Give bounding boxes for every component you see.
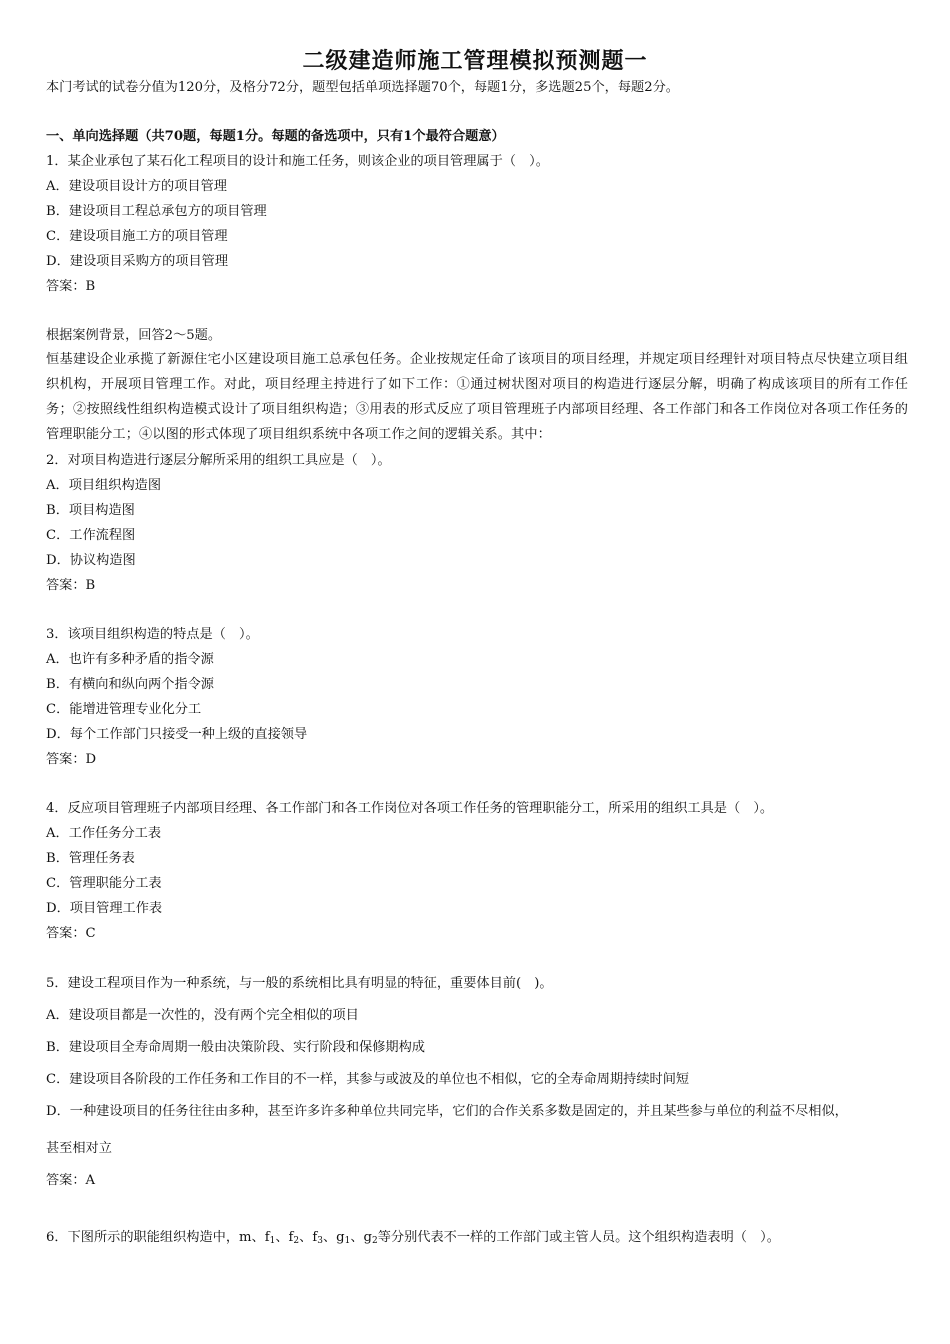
q6-sep: 、f xyxy=(275,1230,294,1245)
q1-option-a: A．建设项目设计方的项目管理 xyxy=(46,179,227,194)
q3-option-b: B．有横向和纵向两个指令源 xyxy=(46,677,214,692)
q5-answer: 答案：A xyxy=(46,1173,96,1188)
q6-stem xyxy=(46,1229,910,1250)
q4-answer: 答案：C xyxy=(46,926,96,941)
q6-sub-g2: 2 xyxy=(371,1236,378,1246)
q2-option-a: A．项目组织构造图 xyxy=(46,478,162,493)
q4-option-a: A．工作任务分工表 xyxy=(46,826,162,841)
case-lead: 根据案例背景，回答2～5题。 xyxy=(46,328,222,343)
q5-option-d: D．一种建设项目的任务往往由多种，甚至许多许多种单位共同完毕，它们的合作关系多数是固定的，并且某些参与单位的利益不尽相似， xyxy=(46,1104,848,1119)
q6-sep: 、g xyxy=(350,1230,372,1245)
q5-option-b: B．建设项目全寿命周期一般由决策阶段、实行阶段和保修期构成 xyxy=(46,1040,425,1055)
section-heading: 一、单向选择题（共70题，每题1分。每题的备选项中，只有1个最符合题意） xyxy=(46,129,505,144)
q3-option-d: D．每个工作部门只接受一种上级的直接领导 xyxy=(46,727,308,742)
q3-option-a: A．也许有多种矛盾的指令源 xyxy=(46,652,214,667)
q3-option-c: C．能增进管理专业化分工 xyxy=(46,702,202,717)
q5-option-d-continued: 甚至相对立 xyxy=(46,1141,112,1156)
q4-option-d: D．项目管理工作表 xyxy=(46,901,163,916)
q6-sub-g1: 1 xyxy=(344,1236,351,1246)
q4-option-c: C．管理职能分工表 xyxy=(46,876,162,891)
page-title: 二级建造师施工管理模拟预测题一 xyxy=(302,48,648,74)
q2-option-d: D．协议构造图 xyxy=(46,553,136,568)
q2-option-c: C．工作流程图 xyxy=(46,528,136,543)
q6-stem-end: 等分别代表不一样的工作部门或主管人员。这个组织构造表明（ ）。 xyxy=(377,1230,780,1245)
q6-sub-f3: 3 xyxy=(317,1236,323,1246)
q2-answer: 答案：B xyxy=(46,578,96,593)
q1-option-d: D．建设项目采购方的项目管理 xyxy=(46,254,229,269)
q2-option-b: B．项目构造图 xyxy=(46,503,135,518)
q3-answer: 答案：D xyxy=(46,752,97,767)
q6-sep: 、f xyxy=(299,1230,318,1245)
q1-option-c: C．建设项目施工方的项目管理 xyxy=(46,229,228,244)
q3-stem: 3．该项目组织构造的特点是（ ）。 xyxy=(46,627,259,642)
q5-option-a: A．建设项目都是一次性的，没有两个完全相似的项目 xyxy=(46,1008,359,1023)
q4-stem: 4．反应项目管理班子内部项目经理、各工作部门和各工作岗位对各项工作任务的管理职能分工，所采用的组织工具是（ ）。 xyxy=(46,801,774,816)
q6-sub-f1: 1 xyxy=(269,1236,276,1246)
q1-answer: 答案：B xyxy=(46,279,96,294)
q4-option-b: B．管理任务表 xyxy=(46,851,135,866)
q6-sep: 、g xyxy=(322,1230,345,1245)
case-text: 恒基建设企业承揽了新源住宅小区建设项目施工总承包任务。企业按规定任命了该项目的项目经理，并规定项目经理针对项目特点尽快建立项目组织机构，开展项目管理工作。对此，项目经理主持进行了如下工作：①通过树状图对项目的构造进行逐层分解，明确了构成该项目的所有工作任务；②按照线性组织构造模式设计了项目组织构造；③用表的形式反应了项目管理班子内部项目经理、各工作部门和各工作岗位对各项工作任务的管理职能分工；④以图的形式体现了项目组织系统中各项工作之间的逻辑关系。其中： xyxy=(46,352,908,442)
q2-stem: 2．对项目构造进行逐层分解所采用的组织工具应是（ ）。 xyxy=(46,453,391,468)
q5-stem: 5．建设工程项目作为一种系统，与一般的系统相比具有明显的特征，重要体目前( )。 xyxy=(46,976,553,991)
q6-sub-f2: 2 xyxy=(293,1236,300,1246)
q6-stem-start: 6．下图所示的职能组织构造中，m、f xyxy=(46,1230,270,1245)
q1-option-b: B．建设项目工程总承包方的项目管理 xyxy=(46,204,267,219)
exam-intro: 本门考试的试卷分值为120分，及格分72分，题型包括单项选择题70个，每题1分，多选题25个，每题2分。 xyxy=(46,80,679,95)
q5-option-c: C．建设项目各阶段的工作任务和工作目的不一样，其参与或波及的单位也不相似，它的全寿命周期持续时间短 xyxy=(46,1072,690,1087)
q1-stem: 1．某企业承包了某石化工程项目的设计和施工任务，则该企业的项目管理属于（ ）。 xyxy=(46,154,549,169)
